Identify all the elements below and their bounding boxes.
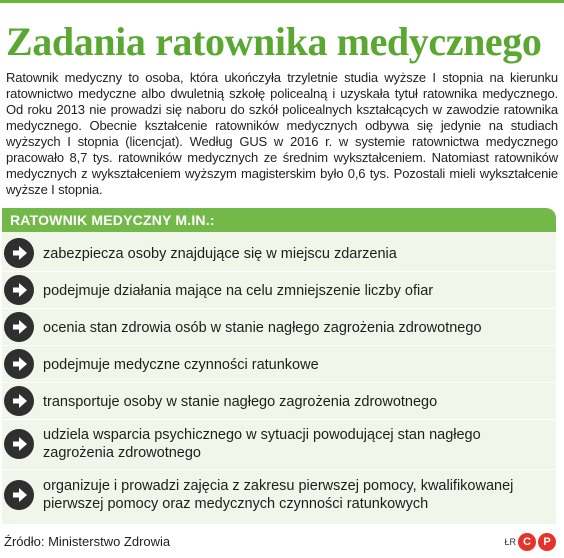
list-item-label: ocenia stan zdrowia osób w stanie nagłego zagrożenia zdrowotnego — [43, 320, 482, 336]
logo-letter-p: P — [538, 533, 556, 551]
list-item — [2, 312, 556, 342]
list-item — [2, 275, 556, 305]
arrow-right-icon — [4, 349, 34, 379]
list-item-label: podejmuje medyczne czynności ratunkowe — [43, 357, 319, 373]
list-item — [2, 473, 556, 517]
arrow-right-icon — [4, 238, 34, 268]
arrow-right-icon — [4, 429, 34, 459]
arrow-right-icon — [4, 480, 34, 510]
divider — [2, 419, 556, 420]
arrow-right-icon — [4, 275, 34, 305]
list-item-label: organizuje i prowadzi zajęcia z zakresu pierwszej pomocy, kwalifikowanej pierwszej pomocy oraz medycznych czynności ratunkowych — [43, 478, 514, 512]
list-item — [2, 386, 556, 416]
divider — [2, 308, 556, 309]
arrow-right-icon — [4, 312, 34, 342]
author-initials: ŁR — [504, 537, 516, 547]
source-note: Źródło: Ministerstwo Zdrowia — [4, 534, 171, 549]
list-item — [2, 423, 556, 465]
list-item-label: zabezpiecza osoby znajdujące się w miejscu zdarzenia — [43, 246, 397, 262]
duties-list — [2, 232, 556, 524]
top-rule — [0, 0, 564, 3]
divider — [2, 271, 556, 272]
divider — [2, 382, 556, 383]
credits — [488, 532, 558, 552]
logo-letter-c: C — [518, 533, 536, 551]
arrow-right-icon — [4, 386, 34, 416]
list-item-label: podejmuje działania mające na celu zmniejszenie liczby ofiar — [43, 283, 434, 299]
intro-paragraph: Ratownik medyczny to osoba, która ukończyła trzyletnie studia wyższe I stopnia na kierunku ratownictwo medyczne albo dwuletnią szkołę policealną i uzyskała tytuł ratownika medycznego. Od roku 2013 nie prowadzi się naboru do szkół policealnych kształcących w zawodzie ratownika medycznego. Obecnie kształcenie ratowników medycznych odbywa się jedynie na studiach wyższych I stopnia (licencjat). Według GUS w 2016 r. w systemie ratownictwa medycznego pracowało 8,7 tys. ratowników medycznych ze średnim wykształceniem. Natomiast ratowników medycznych z wykształceniem wyższym magisterskim było 0,6 tys. Pozostali mieli wykształcenie wyższe I stopnia. — [6, 70, 558, 197]
list-item-label: transportuje osoby w stanie nagłego zagrożenia zdrowotnego — [43, 394, 438, 410]
list-item — [2, 238, 556, 268]
section-header — [2, 208, 556, 232]
list-item — [2, 349, 556, 379]
publisher-logo — [518, 532, 558, 552]
divider — [2, 345, 556, 346]
divider — [2, 469, 556, 470]
page-title: Zadania ratownika medycznego — [6, 19, 542, 64]
section-header-label: RATOWNIK MEDYCZNY M.IN.: — [10, 212, 215, 228]
list-item-label: udziela wsparcia psychicznego w sytuacji powodującej stan nagłego zagrożenia zdrowotnego — [43, 427, 481, 461]
